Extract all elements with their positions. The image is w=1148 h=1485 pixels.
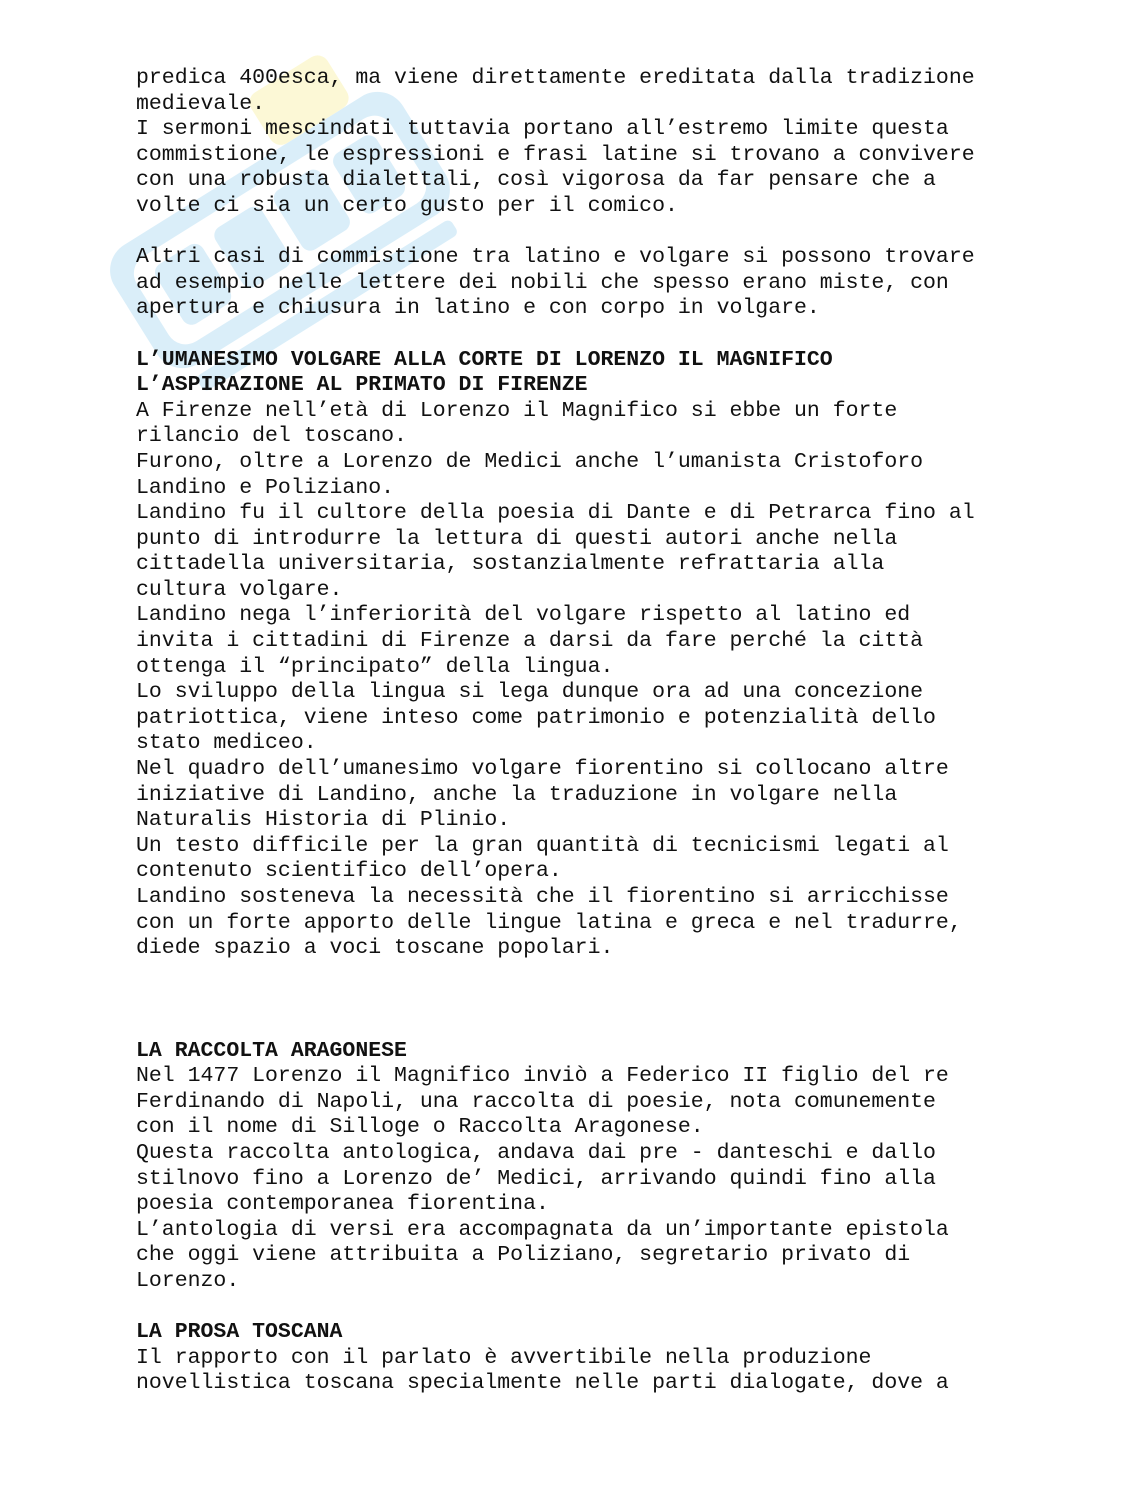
text-line: commistione, le espressioni e frasi latine si trovano a convivere — [136, 142, 975, 167]
text-line: predica 400esca, ma viene direttamente ereditata dalla tradizione — [136, 66, 975, 90]
text-line: con un forte apporto delle lingue latina e greca e nel tradurre, — [136, 910, 962, 935]
text-line: punto di introdurre la lettura di questi autori anche nella — [136, 526, 898, 551]
text-line: Nel 1477 Lorenzo il Magnifico inviò a Federico II figlio del re — [136, 1064, 949, 1089]
text-line: A Firenze nell’età di Lorenzo il Magnifico si ebbe un forte — [136, 398, 898, 423]
text-line: L’antologia di versi era accompagnata da un’importante epistola — [136, 1217, 949, 1242]
section-heading: L’ASPIRAZIONE AL PRIMATO DI FIRENZE — [136, 373, 588, 398]
text-line: volte ci sia un certo gusto per il comico. — [136, 193, 678, 218]
section-heading: L’UMANESIMO VOLGARE ALLA CORTE DI LORENZO IL MAGNIFICO — [136, 347, 833, 372]
text-line: Lo sviluppo della lingua si lega dunque ora ad una concezione — [136, 680, 924, 705]
paragraph-spacer — [136, 322, 1036, 348]
paragraph-spacer — [136, 962, 1036, 1039]
text-line: rilancio del toscano. — [136, 424, 407, 449]
text-line: Landino sosteneva la necessità che il fiorentino si arricchisse — [136, 885, 949, 909]
text-line: stato mediceo. — [136, 731, 317, 756]
text-line: patriottica, viene inteso come patrimonio e potenzialità dello — [136, 705, 936, 730]
paragraph-spacer — [136, 220, 1036, 246]
section-prosa-toscana — [136, 1320, 1036, 1397]
text-line: Landino fu il cultore della poesia di Dante e di Petrarca fino al — [136, 501, 975, 526]
section-heading: LA PROSA TOSCANA — [136, 1320, 343, 1345]
text-line: stilnovo fino a Lorenzo de’ Medici, arrivando quindi fino alla — [136, 1166, 936, 1191]
text-line: Un testo difficile per la gran quantità di tecnicismi legati al — [136, 833, 949, 858]
section-intro — [136, 66, 1036, 220]
text-line: Altri casi di commistione tra latino e volgare si possono trovare — [136, 245, 975, 270]
text-line: ottenga il “principato” della lingua. — [136, 654, 614, 679]
text-line: apertura e chiusura in latino e con corpo in volgare. — [136, 296, 820, 321]
text-line: che oggi viene attribuita a Poliziano, segretario privato di — [136, 1243, 911, 1268]
text-line: Ferdinando di Napoli, una raccolta di poesie, nota comunemente — [136, 1089, 936, 1114]
text-line: medievale. — [136, 91, 266, 116]
section-umanesimo — [136, 348, 1036, 962]
text-line: I sermoni mescindati tuttavia portano all’estremo limite questa — [136, 117, 949, 142]
text-line: Il rapporto con il parlato è avvertibile nella produzione — [136, 1345, 872, 1370]
text-line: iniziative di Landino, anche la traduzione in volgare nella — [136, 782, 898, 807]
text-line: con il nome di Silloge o Raccolta Aragonese. — [136, 1115, 704, 1140]
text-line: cittadella universitaria, sostanzialmente refrattaria alla — [136, 552, 885, 577]
paragraph-spacer — [136, 1295, 1036, 1321]
section-heading: LA RACCOLTA ARAGONESE — [136, 1038, 407, 1063]
text-line: invita i cittadini di Firenze a darsi da fare perché la città — [136, 629, 924, 654]
text-line: Lorenzo. — [136, 1268, 240, 1293]
text-line: Questa raccolta antologica, andava dai pre - danteschi e dallo — [136, 1140, 936, 1165]
text-line: Landino nega l’inferiorità del volgare rispetto al latino ed — [136, 603, 911, 628]
text-line: con una robusta dialettali, così vigorosa da far pensare che a — [136, 168, 936, 193]
text-line: diede spazio a voci toscane popolari. — [136, 936, 614, 961]
section-raccolta-aragonese — [136, 1039, 1036, 1295]
section-commistione — [136, 245, 1036, 322]
text-line: contenuto scientifico dell’opera. — [136, 859, 562, 884]
text-line: cultura volgare. — [136, 577, 343, 602]
text-line: Landino e Poliziano. — [136, 475, 395, 500]
text-line: novellistica toscana specialmente nelle parti dialogate, dove a — [136, 1371, 949, 1396]
text-line: poesia contemporanea fiorentina. — [136, 1192, 549, 1217]
text-line: ad esempio nelle lettere dei nobili che spesso erano miste, con — [136, 270, 949, 295]
document-body — [136, 66, 1036, 1397]
text-line: Furono, oltre a Lorenzo de Medici anche l’umanista Cristoforo — [136, 449, 924, 474]
text-line: Naturalis Historia di Plinio. — [136, 808, 511, 833]
text-line: Nel quadro dell’umanesimo volgare fiorentino si collocano altre — [136, 757, 949, 782]
